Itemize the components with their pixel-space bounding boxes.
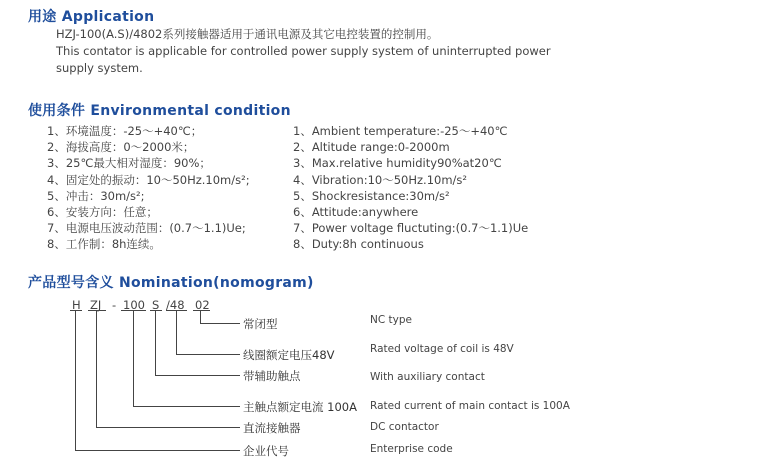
label-cn-main-current: 主触点额定电流 100A [243,400,357,414]
leader-nc-type [201,311,241,324]
application-line-en1: This contator is applicable for controlled power supply system of uninterrupted power [56,44,551,58]
env-cn-item: 7、电源电压波动范围：(0.7～1.1)Ue; [47,221,246,236]
env-cn-item: 2、海拔高度：0～2000米； [47,140,195,155]
leader-enterprise-code [76,311,241,451]
env-en-item: 7、Power voltage fluctuting:(0.7～1.1)Ue [293,221,529,236]
label-en-dc-contactor: DC contactor [370,421,439,433]
env-en-item: 6、Attitude:anywhere [293,204,419,219]
code-separator: - [112,298,117,312]
label-en-enterprise-code: Enterprise code [370,443,453,455]
label-cn-aux-contact: 带辅助触点 [243,369,301,383]
env-en-item: 3、Max.relative humidity90%at20℃ [293,156,502,171]
code-segment-zj: ZJ [90,298,102,312]
leader-coil-voltage [177,311,241,355]
env-en-item: 2、Altitude range:0-2000m [293,140,450,155]
leader-dc-contactor [97,311,241,428]
label-cn-nc-type: 常闭型 [243,317,278,331]
env-cn-item: 6、安装方向：任意； [47,204,158,219]
env-en-item: 4、Vibration:10～50Hz.10m/s² [293,172,468,187]
environment-heading: 使用条件 Environmental condition [28,103,291,119]
label-cn-enterprise-code: 企业代号 [243,444,289,458]
code-segment-h: H [72,298,81,312]
env-en-item: 1、Ambient temperature:-25～+40℃ [293,124,508,138]
label-cn-dc-contactor: 直流接触器 [243,421,301,435]
code-segment-current: 100 [123,298,145,312]
application-heading: 用途 Application [28,9,155,25]
env-cn-item: 8、工作制：8h连续。 [47,237,161,252]
label-en-nc-type: NC type [370,314,412,326]
code-segment-aux: S [152,298,160,312]
env-en-item: 5、Shockresistance:30m/s² [293,188,450,203]
code-segment-voltage: /48 [166,298,185,312]
code-segment-nc: 02 [195,298,210,312]
label-en-coil-voltage: Rated voltage of coil is 48V [370,343,514,355]
env-cn-item: 4、固定处的振动：10～50Hz.10m/s²; [47,172,250,187]
application-line-en2: supply system. [56,61,143,75]
label-en-aux-contact: With auxiliary contact [370,371,485,383]
env-en-item: 8、Duty:8h continuous [293,237,424,252]
label-en-main-current: Rated current of main contact is 100A [370,400,570,412]
label-cn-coil-voltage: 线圈额定电压48V [243,348,335,362]
leader-aux-contact [156,311,241,376]
env-cn-item: 3、25℃最大相对湿度：90%； [47,156,211,171]
env-cn-item: 5、冲击：30m/s²; [47,188,145,203]
application-line-cn: HZJ-100(A.S)/4802系列接触器适用于通讯电源及其它电控装置的控制用。 [56,27,439,41]
leader-main-current [134,311,241,407]
env-cn-item: 1、环境温度：-25～+40℃； [47,124,203,138]
nomination-heading: 产品型号含义 Nomination(nomogram) [28,275,314,291]
